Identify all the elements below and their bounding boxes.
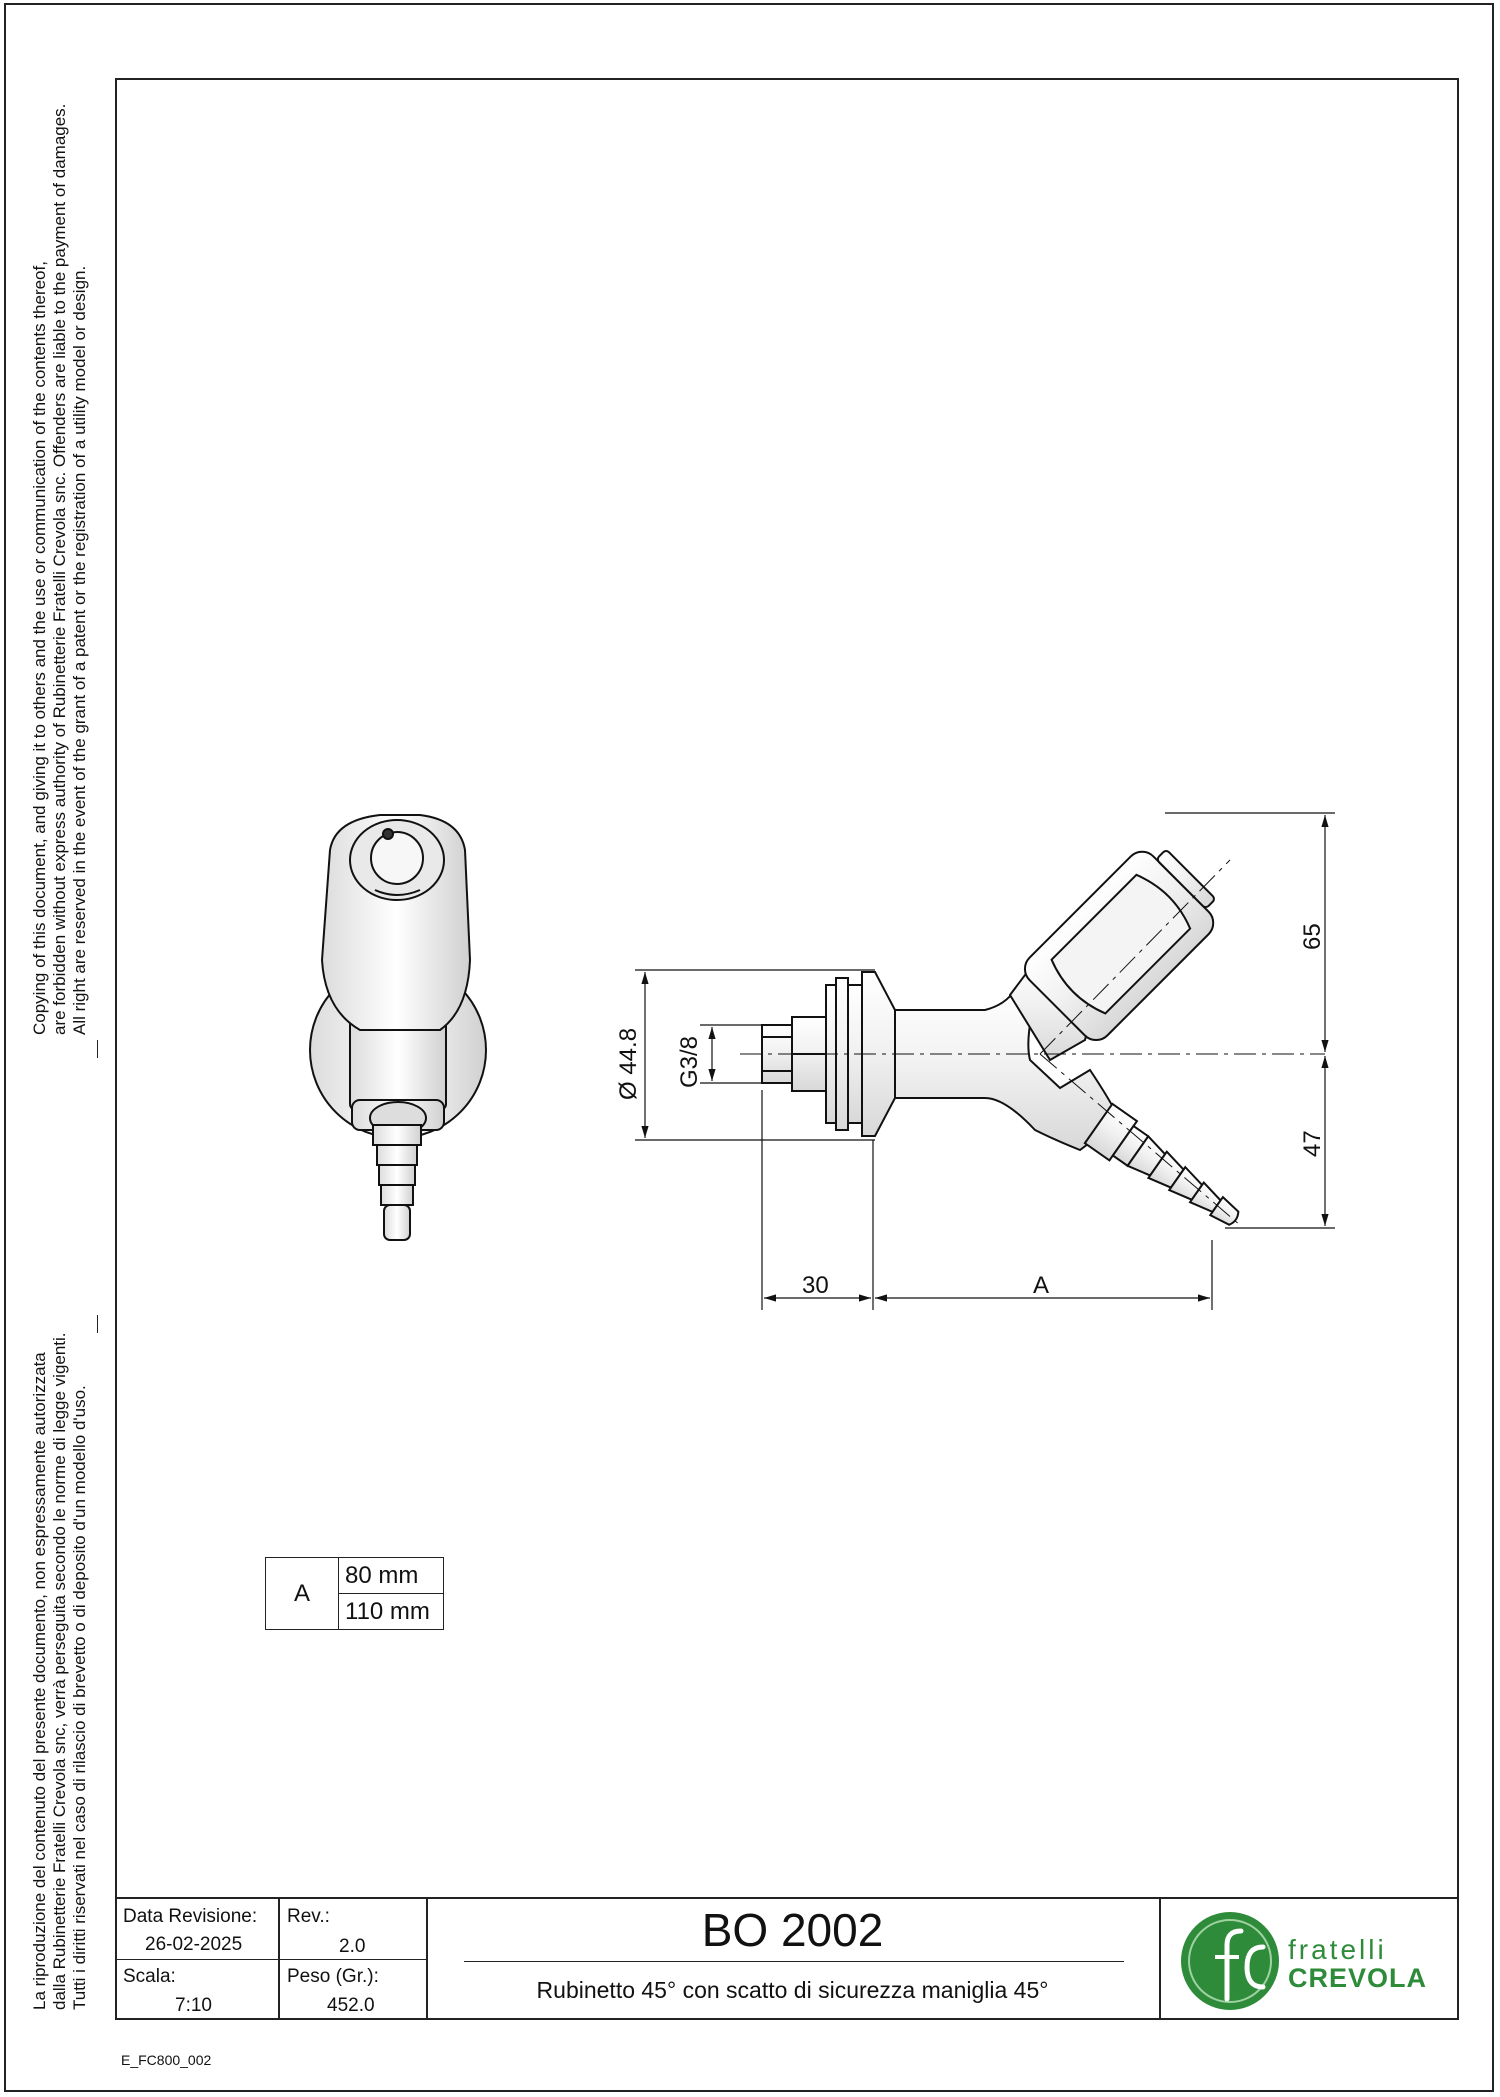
dim-width-flange: 30 [802, 1272, 829, 1299]
a-table-value-2: 110 mm [339, 1594, 444, 1630]
side-view [762, 835, 1250, 1239]
date-value: 26-02-2025 [145, 1934, 243, 1955]
date-label: Data Revisione: [123, 1906, 258, 1927]
company-logo [1175, 1907, 1445, 2017]
front-button [371, 832, 423, 884]
title-block [115, 1897, 1459, 2020]
notice-it-line-1: La riproduzione del contenuto del presente documento, non espressamente autorizzata [30, 1352, 49, 2010]
dim-diameter: Ø 44.8 [615, 1027, 642, 1100]
rev-value: 2.0 [339, 1936, 366, 1957]
front-nozzle-4 [381, 1185, 413, 1205]
notice-en-line-2: are forbidden without express authority of Rubinetterie Fratelli Crevola snc. Offenders are liable to the payment of damages. [50, 103, 69, 1035]
a-table-label: A [266, 1558, 339, 1630]
a-dimension-table [265, 1557, 444, 1630]
a-table-value-1: 80 mm [339, 1558, 444, 1594]
dim-height-bottom: 47 [1299, 1130, 1326, 1157]
front-nozzle-3 [379, 1165, 415, 1185]
rev-label: Rev.: [287, 1906, 330, 1927]
product-description: Rubinetto 45° con scatto di sicurezza maniglia 45° [536, 1977, 1049, 2003]
notice-it-line-2: dalla Rubinetterie Fratelli Crevola snc, verrà perseguita secondo le norme di legge vigenti. [50, 1332, 69, 2010]
notice-it-line-3: Tutti i diritti riservati nel caso di rilascio di brevetto o di deposito d'un modello d'uso. [70, 1385, 89, 2010]
front-nozzle-2 [377, 1145, 417, 1165]
dim-height-top: 65 [1299, 923, 1326, 950]
logo-circle [1181, 1912, 1279, 2010]
weight-value: 452.0 [327, 1995, 375, 2016]
front-view [310, 815, 486, 1240]
dim-thread: G3/8 [676, 1035, 703, 1088]
front-nozzle-1 [373, 1125, 421, 1145]
product-code: BO 2002 [701, 1904, 884, 1956]
front-brand-dot [383, 829, 393, 839]
logo-text-bottom: CREVOLA [1288, 1963, 1428, 1993]
document-code: E_FC800_002 [121, 2052, 212, 2068]
notice-en-line-1: Copying of this document, and giving it to others and the use or communication of the contents thereof, [30, 261, 49, 1035]
dim-width-body: A [1033, 1272, 1050, 1299]
scale-value: 7:10 [175, 1995, 212, 2016]
scale-label: Scala: [123, 1966, 176, 1987]
logo-text-top: fratelli [1288, 1934, 1387, 1965]
front-nozzle-tip [384, 1205, 410, 1240]
notice-en-line-3: All right are reserved in the event of the grant of a patent or the registration of a utility model or design. [70, 265, 89, 1035]
notice-italian [30, 1332, 90, 2010]
weight-label: Peso (Gr.): [287, 1966, 379, 1987]
